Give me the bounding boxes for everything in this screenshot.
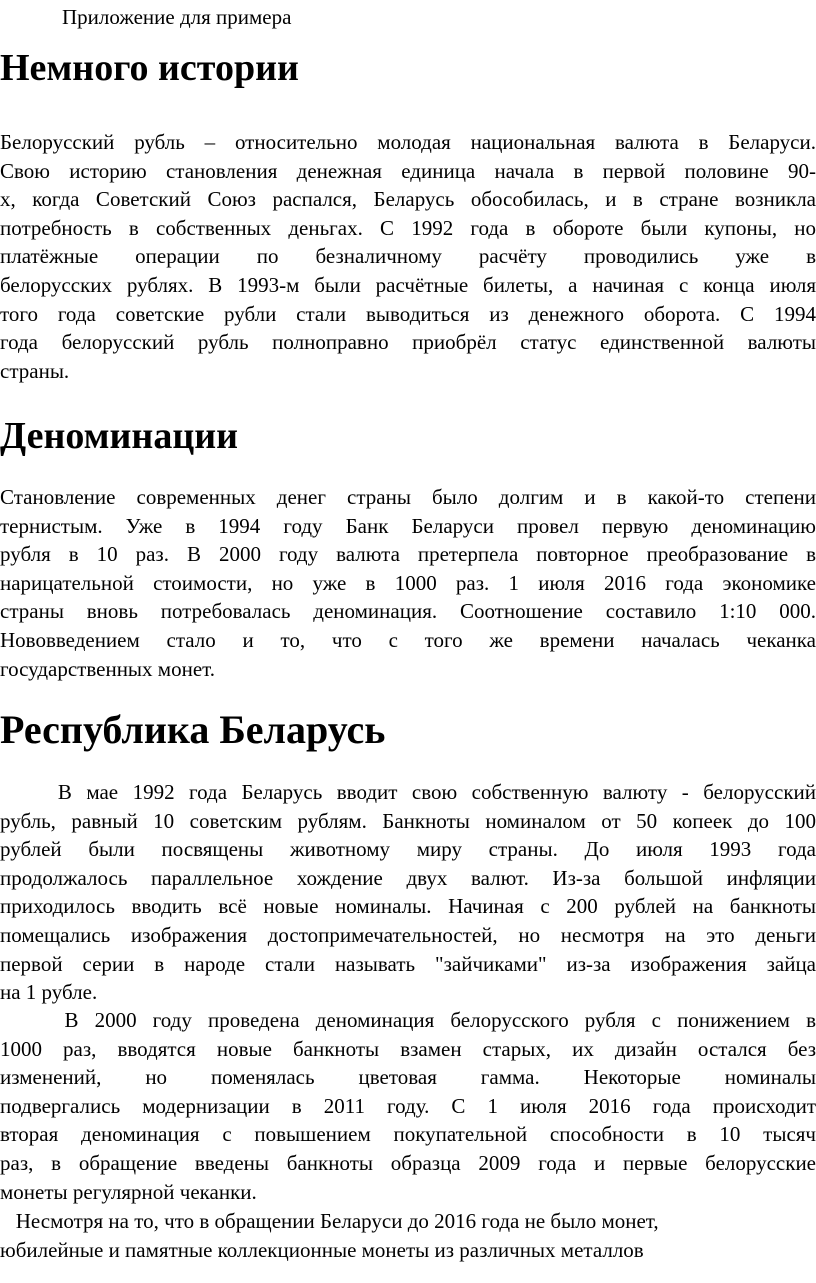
text-line: белорусских рублях. В 1993-м были расчётные билеты, а начиная с конца июля xyxy=(0,272,816,297)
text-line: изменений, но поменялась цветовая гамма. Некоторые номиналы xyxy=(0,1065,816,1090)
text-line: приходилось вводить всё новые номиналы. Начиная с 200 рублей на банкноты xyxy=(0,894,816,919)
text-line: Белорусский рубль – относительно молодая национальная валюта в Беларуси. xyxy=(0,130,816,154)
text-line: того года советские рубли стали выводиться из денежного оборота. С 1994 xyxy=(0,301,816,326)
text-line: тернистым. Уже в 1994 году Банк Беларуси провел первую деноминацию xyxy=(0,513,816,538)
text-line: Становление современных денег страны было долгим и в какой-то степени xyxy=(0,485,816,509)
paragraph-denominations xyxy=(0,483,816,683)
text-line: на 1 рубле. xyxy=(0,980,98,1005)
heading-republic-belarus: Республика Беларусь xyxy=(0,707,386,752)
text-line: В 2000 году проведена деноминация белорусского рубля с понижением в xyxy=(0,1008,816,1032)
text-line: рубля в 10 раз. В 2000 году валюта претерпела повторное преобразование в xyxy=(0,542,816,567)
text-line: Нововведением стало и то, что с того же времени началась чеканка xyxy=(0,627,816,652)
text-line: В мае 1992 года Беларусь вводит свою собственную валюту - белорусский xyxy=(0,780,816,804)
text-line: первой серии в народе стали называть "зайчиками" из-за изображения зайца xyxy=(0,951,816,976)
text-line: монеты регулярной чеканки. xyxy=(0,1179,257,1204)
paragraph-republic-3 xyxy=(0,1207,780,1264)
text-line: вторая деноминация с повышением покупательной способности в 10 тысяч xyxy=(0,1122,816,1147)
text-line: Свою историю становления денежная единица начала в первой половине 90- xyxy=(0,158,816,183)
text-line: государственных монет. xyxy=(0,656,215,681)
text-line: подвергались модернизации в 2011 году. С 1 июля 2016 года происходит xyxy=(0,1093,816,1118)
paragraph-republic-1 xyxy=(0,778,816,1007)
text-line: потребность в собственных деньгах. С 1992 года в обороте были купоны, но xyxy=(0,215,816,240)
heading-denominations: Деноминации xyxy=(0,415,239,457)
text-line: х, когда Советский Союз распался, Беларусь обособилась, и в стране возникла xyxy=(0,187,816,212)
text-line: года белорусский рубль полноправно приобрёл статус единственной валюты xyxy=(0,330,816,355)
text-line: Несмотря на то, что в обращении Беларуси до 2016 года не было монет, xyxy=(0,1209,659,1233)
text-line: рублей были посвящены животному миру страны. До июля 1993 года xyxy=(0,837,816,862)
caption: Приложение для примера xyxy=(62,5,292,29)
text-line: платёжные операции по безналичному расчёту проводились уже в xyxy=(0,244,816,269)
heading-history: Немного истории xyxy=(0,47,299,89)
text-line: страны. xyxy=(0,358,70,383)
text-line: юбилейные и памятные коллекционные монеты из различных металлов xyxy=(0,1237,644,1262)
text-line: помещались изображения достопримечательностей, но несмотря на это деньги xyxy=(0,922,816,947)
text-line: продолжалось параллельное хождение двух валют. Из-за большой инфляции xyxy=(0,865,816,890)
text-line: 1000 раз, вводятся новые банкноты взамен старых, их дизайн остался без xyxy=(0,1036,816,1061)
text-line: страны вновь потребовалась деноминация. Соотношение составило 1:10 000. xyxy=(0,599,816,624)
text-line: нарицательной стоимости, но уже в 1000 раз. 1 июля 2016 года экономике xyxy=(0,570,816,595)
paragraph-republic-2 xyxy=(0,1006,816,1206)
text-line: рубль, равный 10 советским рублям. Банкноты номиналом от 50 копеек до 100 xyxy=(0,808,816,833)
paragraph-history xyxy=(0,128,816,385)
text-line: раз, в обращение введены банкноты образца 2009 года и первые белорусские xyxy=(0,1150,816,1175)
